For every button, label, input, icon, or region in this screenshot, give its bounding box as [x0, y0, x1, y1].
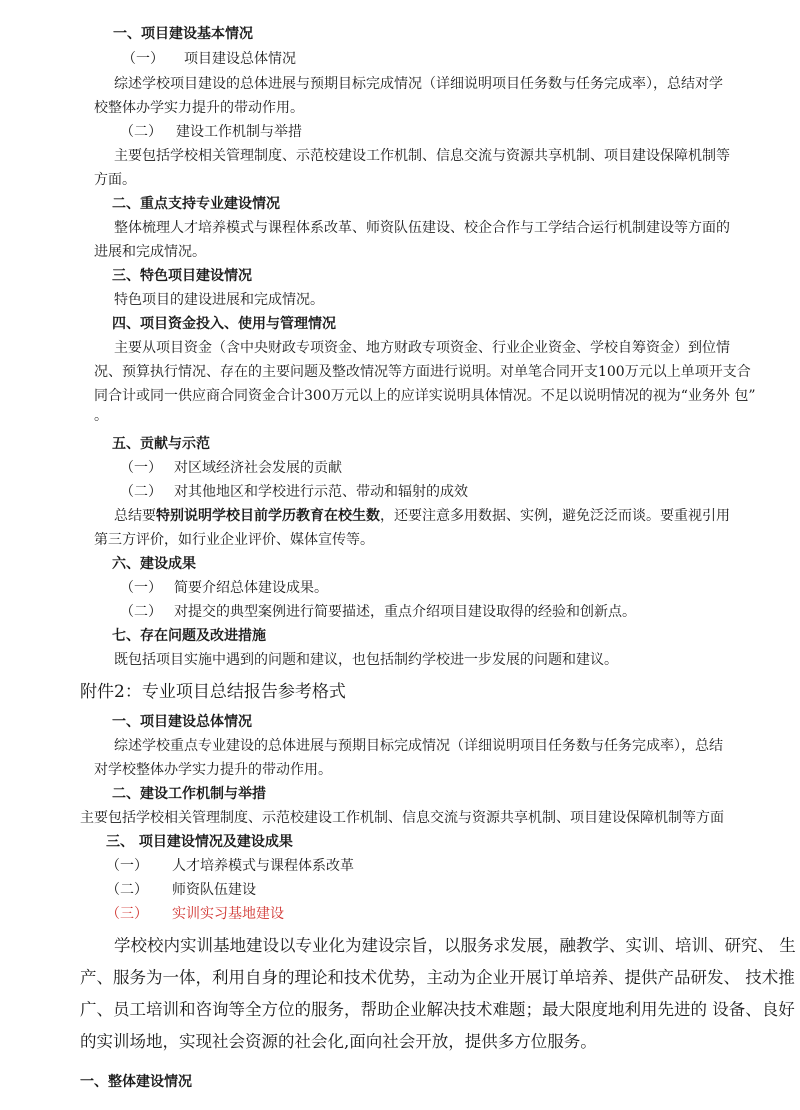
subsection-number: （一）	[120, 460, 162, 476]
subsection-item	[120, 458, 342, 478]
section-heading: 六、建设成果	[112, 556, 196, 572]
section-heading: 二、重点支持专业建设情况	[112, 196, 280, 212]
section-heading: 二、建设工作机制与举措	[112, 786, 266, 802]
body-paragraph-line: 综述学校项目建设的总体进展与预期目标完成情况（详细说明项目任务数与任务完成率），总结对学	[114, 76, 723, 92]
subsection-title: 对提交的典型案例进行简要描述，重点介绍项目建设取得的经验和创新点。	[174, 604, 636, 620]
body-paragraph-line: 广、员工培训和咨询等全方位的服务，帮助企业解决技术难题；最大限度地利用先进的 设备、良好	[80, 1000, 795, 1019]
subsection-number: （三）	[106, 906, 148, 922]
section-heading: 一、项目建设总体情况	[112, 714, 252, 730]
body-paragraph-line: 对学校整体办学实力提升的带动作用。	[94, 762, 332, 778]
body-paragraph-line: 整体梳理人才培养模式与课程体系改革、师资队伍建设、校企合作与工学结合运行机制建设等方面的	[114, 220, 730, 236]
subsection-title: 对区域经济社会发展的贡献	[174, 460, 342, 476]
subsection-number: （二）	[120, 484, 162, 500]
body-paragraph-line: 主要包括学校相关管理制度、示范校建设工作机制、信息交流与资源共享机制、项目建设保障机制等方面	[80, 810, 724, 826]
subsection-item	[106, 856, 354, 876]
emphasized-text: 特别说明学校目前学历教育在校生数	[156, 508, 380, 524]
subsection-item	[106, 880, 256, 900]
subsection-number: （二）	[106, 882, 148, 898]
body-paragraph-line: 第三方评价，如行业企业评价、媒体宣传等。	[94, 532, 374, 548]
section-heading: 五、贡献与示范	[112, 436, 210, 452]
subsection-title: 实训实习基地建设	[172, 906, 284, 922]
body-paragraph-line: 校整体办学实力提升的带动作用。	[94, 100, 304, 116]
subsection-title: 对其他地区和学校进行示范、带动和辐射的成效	[174, 484, 468, 500]
body-paragraph-line: 同合计或同一供应商合同资金合计300万元以上的应详实说明具体情况。不足以说明情况的视为“业务外 包”	[94, 388, 756, 404]
subsection-title: 师资队伍建设	[172, 882, 256, 898]
subsection-title: 人才培养模式与课程体系改革	[172, 858, 354, 874]
body-paragraph-line: 学校校内实训基地建设以专业化为建设宗旨，以服务求发展，融教学、实训、培训、研究、 生	[114, 936, 796, 955]
body-paragraph-line: 。	[94, 408, 108, 424]
subsection-item	[120, 602, 636, 622]
subsection-title: 建设工作机制与举措	[176, 124, 302, 140]
body-paragraph-line: 方面。	[94, 172, 136, 188]
subsection-number: （一）	[106, 858, 148, 874]
section-heading: 七、存在问题及改进措施	[112, 628, 266, 644]
section-heading: 三、 项目建设情况及建设成果	[106, 834, 293, 850]
body-paragraph-line: 产、服务为一体，利用自身的理论和技术优势，主动为企业开展订单培养、提供产品研发、 技术推	[80, 968, 795, 987]
body-paragraph-line: 综述学校重点专业建设的总体进展与预期目标完成情况（详细说明项目任务数与任务完成率），总结	[114, 738, 723, 754]
body-paragraph-line: 主要从项目资金（含中央财政专项资金、地方财政专项资金、行业企业资金、学校自筹资金）到位情	[114, 340, 730, 356]
subsection-title: 简要介绍总体建设成果。	[174, 580, 328, 596]
body-paragraph-line: 既包括项目实施中遇到的问题和建议，也包括制约学校进一步发展的问题和建议。	[114, 652, 618, 668]
body-text: ，还要注意多用数据、实例，避免泛泛而谈。要重视引用	[380, 508, 730, 524]
subsection-item	[120, 578, 328, 598]
body-paragraph-line: 特色项目的建设进展和完成情况。	[114, 292, 324, 308]
subsection-item	[106, 904, 284, 924]
body-paragraph-line: 的实训场地，实现社会资源的社会化,面向社会开放，提供多方位服务。	[80, 1032, 597, 1051]
subsection-item	[122, 49, 296, 69]
subsection-number: （二）	[120, 604, 162, 620]
subsection-item	[120, 122, 302, 142]
subsection-number: （一）	[122, 51, 164, 67]
section-heading: 四、项目资金投入、使用与管理情况	[112, 316, 336, 332]
body-paragraph-line: 况、预算执行情况、存在的主要问题及整改情况等方面进行说明。对单笔合同开支100万元以上单项开支合	[94, 364, 751, 380]
section-heading: 三、特色项目建设情况	[112, 268, 252, 284]
body-paragraph-line: 进展和完成情况。	[94, 244, 206, 260]
appendix-title: 附件2：专业项目总结报告参考格式	[80, 682, 346, 702]
body-paragraph-line: 主要包括学校相关管理制度、示范校建设工作机制、信息交流与资源共享机制、项目建设保障机制等	[114, 148, 730, 164]
body-paragraph-line	[114, 506, 730, 526]
section-heading: 一、项目建设基本情况	[113, 26, 253, 42]
section-heading: 一、整体建设情况	[80, 1074, 192, 1090]
body-text: 总结要	[114, 508, 156, 524]
subsection-title: 项目建设总体情况	[184, 51, 296, 67]
subsection-number: （一）	[120, 580, 162, 596]
subsection-item	[120, 482, 468, 502]
subsection-number: （二）	[120, 124, 162, 140]
